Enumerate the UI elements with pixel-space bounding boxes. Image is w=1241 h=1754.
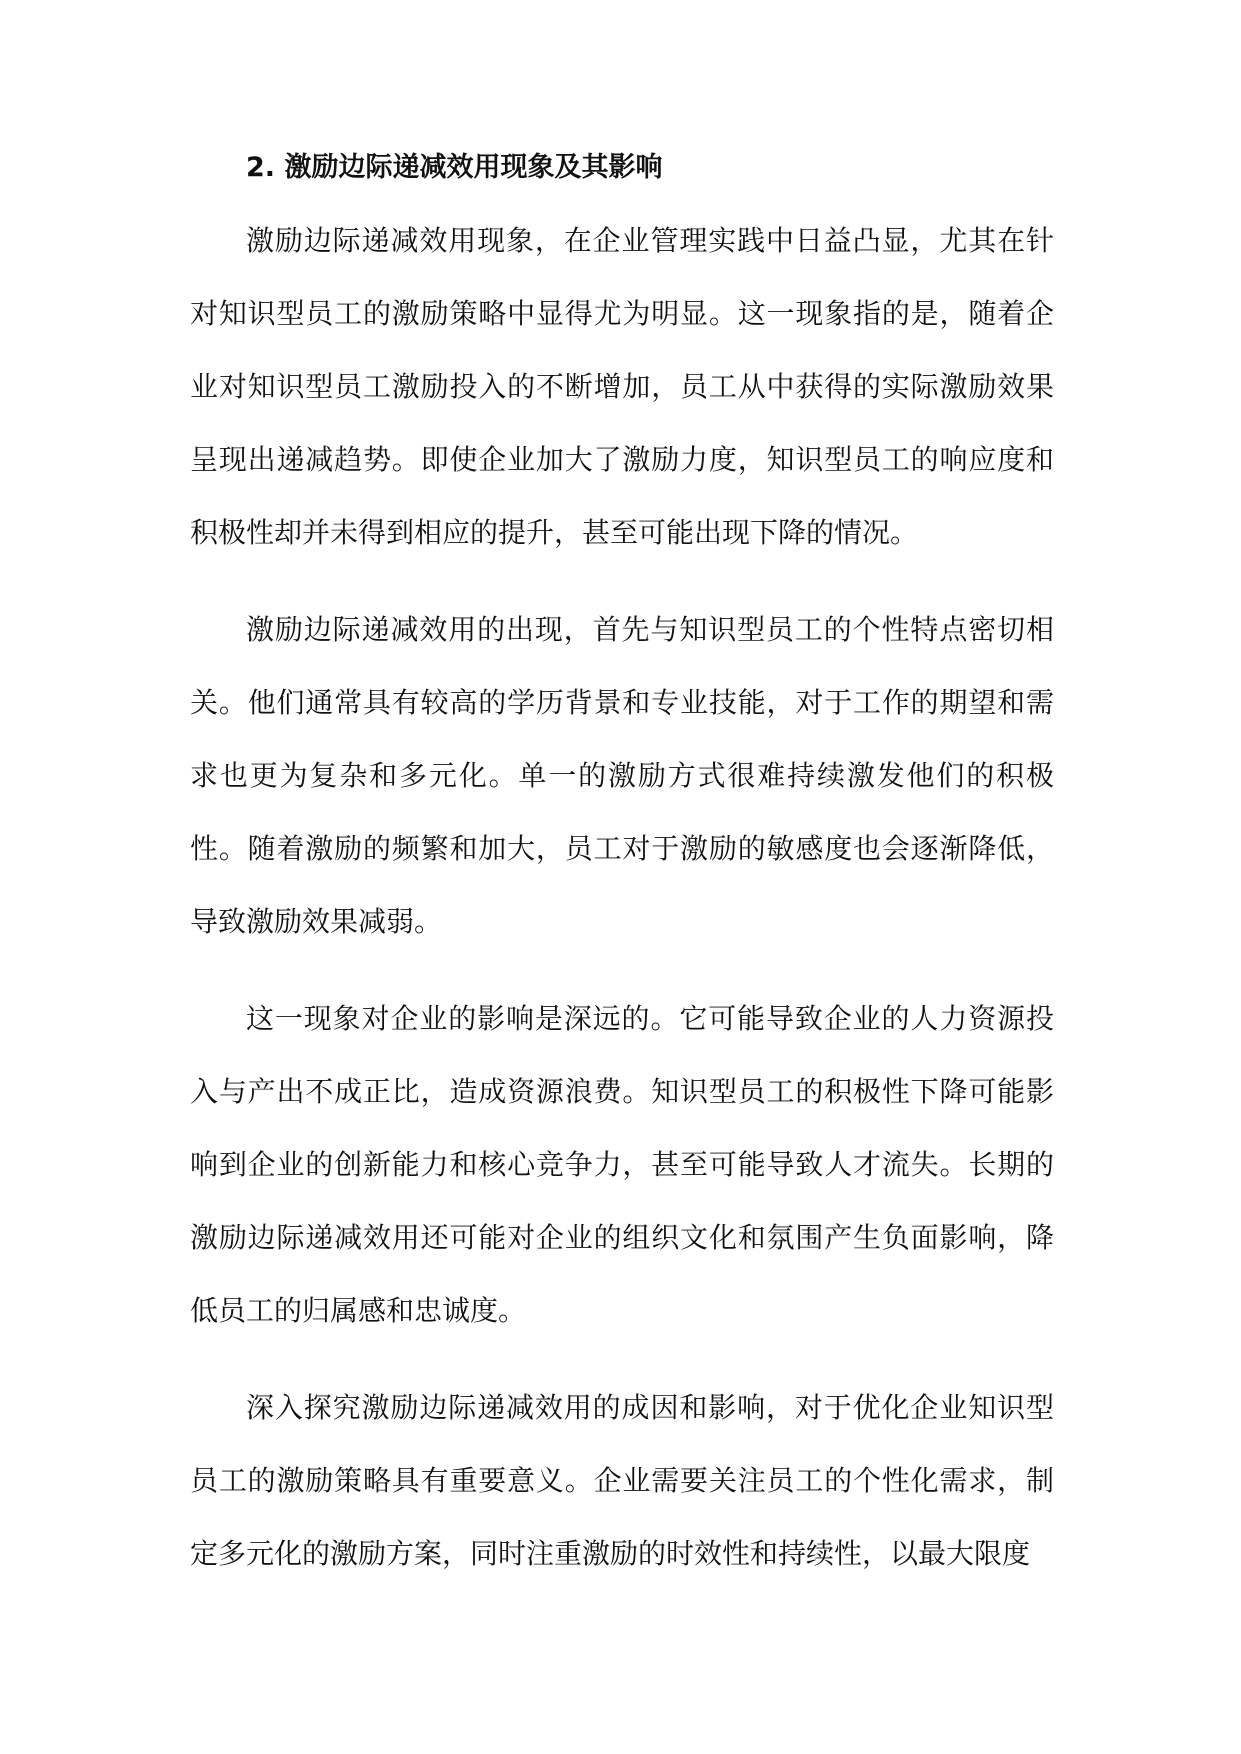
paragraph-1: 激励边际递减效用现象，在企业管理实践中日益凸显，尤其在针对知识型员工的激励策略中显得尤为明显。这一现象指的是，随着企业对知识型员工激励投入的不断增加，员工从中获得的实际激励效果呈现出递减趋势。即使企业加大了激励力度，知识型员工的响应度和积极性却并未得到相应的提升，甚至可能出现下降的情况。 [190, 224, 1054, 549]
document-body [190, 144, 1054, 1614]
paragraph-3: 这一现象对企业的影响是深远的。它可能导致企业的人力资源投入与产出不成正比，造成资源浪费。知识型员工的积极性下降可能影响到企业的创新能力和核心竞争力，甚至可能导致人才流失。长期的激励边际递减效用还可能对企业的组织文化和氛围产生负面影响，降低员工的归属感和忠诚度。 [190, 1002, 1054, 1327]
paragraph-2: 激励边际递减效用的出现，首先与知识型员工的个性特点密切相关。他们通常具有较高的学历背景和专业技能，对于工作的期望和需求也更为复杂和多元化。单一的激励方式很难持续激发他们的积极性。随着激励的频繁和加大，员工对于激励的敏感度也会逐渐降低，导致激励效果减弱。 [190, 613, 1054, 938]
paragraph-4: 深入探究激励边际递减效用的成因和影响，对于优化企业知识型员工的激励策略具有重要意义。企业需要关注员工的个性化需求，制定多元化的激励方案，同时注重激励的时效性和持续性，以最大限度 [190, 1391, 1054, 1570]
section-heading: 2. 激励边际递减效用现象及其影响 [246, 152, 663, 183]
